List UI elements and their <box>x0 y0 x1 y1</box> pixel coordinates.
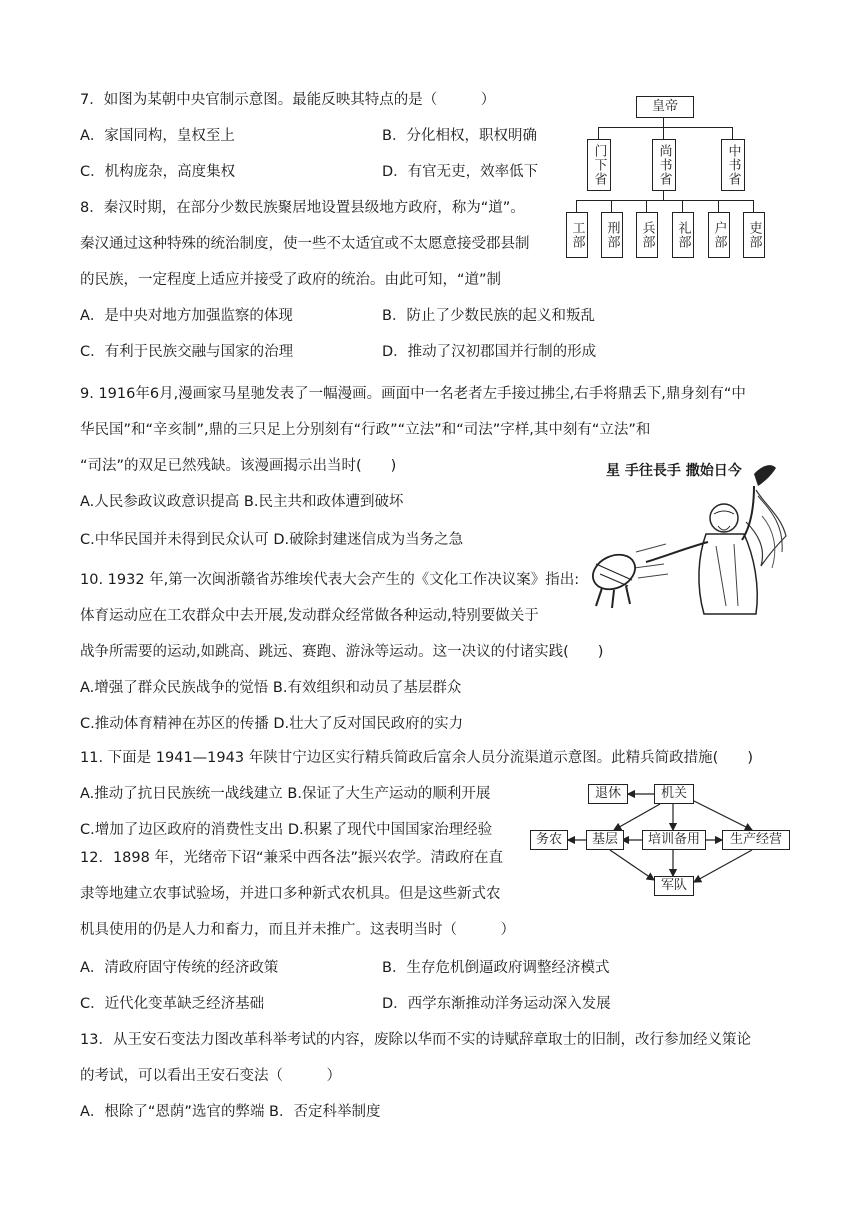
ministry-box-rites: 礼部 <box>672 212 694 258</box>
q7-option-b: B．分化相权，职权明确 <box>382 128 537 144</box>
q8-option-a: A．是中央对地方加强监察的体现 <box>80 308 293 324</box>
province-box-menxia: 门下省 <box>587 139 611 191</box>
q11-options-ab: A.推动了抗日民族统一战线建立 B.保证了大生产运动的顺利开展 <box>80 786 491 802</box>
q10-options-ab: A.增强了群众民族战争的觉悟 B.有效组织和动员了基层群众 <box>80 680 462 696</box>
q8-line-2: 秦汉通过这种特殊的统治制度，使一些不太适宜或不太愿意接受郡县制 <box>80 236 530 252</box>
node-production: 生产经营 <box>722 830 790 850</box>
q8-line-3: 的民族，一定程度上适应并接受了政府的统治。由此可知，“道”制 <box>80 272 502 288</box>
node-farm: 务农 <box>530 830 568 850</box>
cartoon-caption: 星 手往長手 撒始日今 <box>606 463 742 479</box>
ministry-box-works: 工部 <box>566 212 588 258</box>
ministry-box-revenue: 户部 <box>708 212 730 258</box>
q12-line-2: 隶等地建立农事试验场，并进口多种新式农机具。但是这些新式农 <box>80 886 501 902</box>
q13-line-2: 的考试，可以看出王安石变法（ ） <box>80 1068 341 1084</box>
ministry-box-war: 兵部 <box>636 212 658 258</box>
q8-option-d: D．推动了汉初郡国并行制的形成 <box>382 344 597 360</box>
q12-option-c: C．近代化变革缺乏经济基础 <box>80 996 265 1012</box>
q8-line-1: 8．秦汉时期，在部分少数民族聚居地设置县级地方政府，称为“道”。 <box>80 200 525 216</box>
cartoon-illustration <box>586 456 796 616</box>
q12-line-3: 机具使用的仍是人力和畜力，而且并未推广。这表明当时（ ） <box>80 922 515 938</box>
emperor-box: 皇帝 <box>636 96 694 118</box>
q10-line-2: 体育运动应在工农群众中去开展,发动群众经常做各种运动,特别要做关于 <box>80 608 539 624</box>
diversion-flow-diagram <box>530 780 800 900</box>
node-army: 军队 <box>654 876 694 896</box>
q10-line-3: 战争所需要的运动,如跳高、跳远、赛跑、游泳等运动。这一决议的付诸实践( ) <box>80 644 604 660</box>
q13-line-1: 13．从王安石变法力图改革科举考试的内容，废除以华而不实的诗赋辞章取士的旧制，改行参加经义策论 <box>80 1032 751 1048</box>
q9-options-ab: A.人民参政议政意识提高 B.民主共和政体遭到破坏 <box>80 494 404 510</box>
q11-options-cd: C.增加了边区政府的消费性支出 D.积累了现代中国国家治理经验 <box>80 822 493 838</box>
ministry-box-personnel: 吏部 <box>743 212 765 258</box>
q12-line-1: 12．1898 年，光绪帝下诏“兼采中西各法”振兴农学。清政府在直 <box>80 850 503 866</box>
q9-line-3: “司法”的双足已然残缺。该漫画揭示出当时( ) <box>80 458 397 474</box>
q7-option-d: D．有官无吏，效率低下 <box>382 164 539 180</box>
province-box-shangshu: 尚书省 <box>652 139 676 191</box>
province-box-zhongshu: 中书省 <box>721 139 745 191</box>
q13-options-ab: A．根除了“恩荫”选官的弊端 B．否定科举制度 <box>80 1104 381 1120</box>
q9-options-cd: C.中华民国并未得到民众认可 D.破除封建迷信成为当务之急 <box>80 532 464 548</box>
node-retire: 退休 <box>588 784 628 804</box>
node-grassroots: 基层 <box>586 830 624 850</box>
node-training: 培训备用 <box>642 830 706 850</box>
q9-line-1: 9. 1916年6月,漫画家马星驰发表了一幅漫画。画面中一名老者左手接过拂尘,右手将鼎丢下,鼎身刻有“中 <box>80 386 746 402</box>
node-organ: 机关 <box>654 784 694 804</box>
ministry-box-justice: 刑部 <box>601 212 623 258</box>
q7-option-a: A．家国同构，皇权至上 <box>80 128 235 144</box>
q9-line-2: 华民国”和“辛亥制”,鼎的三只足上分别刻有“行政”“立法”和“司法”字样,其中刻有“立法”和 <box>80 422 651 438</box>
q11-line-1: 11. 下面是 1941—1943 年陕甘宁边区实行精兵简政后富余人员分流渠道示意图。此精兵简政措施( ) <box>80 750 754 766</box>
q12-option-d: D．西学东渐推动洋务运动深入发展 <box>382 996 611 1012</box>
q10-line-1: 10. 1932 年,第一次闽浙赣省苏维埃代表大会产生的《文化工作决议案》指出: <box>80 572 580 588</box>
q12-option-a: A．清政府固守传统的经济政策 <box>80 960 279 976</box>
q8-option-b: B．防止了少数民族的起义和叛乱 <box>382 308 595 324</box>
q12-option-b: B．生存危机倒逼政府调整经济模式 <box>382 960 610 976</box>
q8-option-c: C．有利于民族交融与国家的治理 <box>80 344 294 360</box>
q7-stem: 7．如图为某朝中央官制示意图。最能反映其特点的是（ ） <box>80 92 496 108</box>
q7-option-c: C．机构庞杂，高度集权 <box>80 164 236 180</box>
q10-options-cd: C.推动体育精神在苏区的传播 D.壮大了反对国民政府的实力 <box>80 716 464 732</box>
